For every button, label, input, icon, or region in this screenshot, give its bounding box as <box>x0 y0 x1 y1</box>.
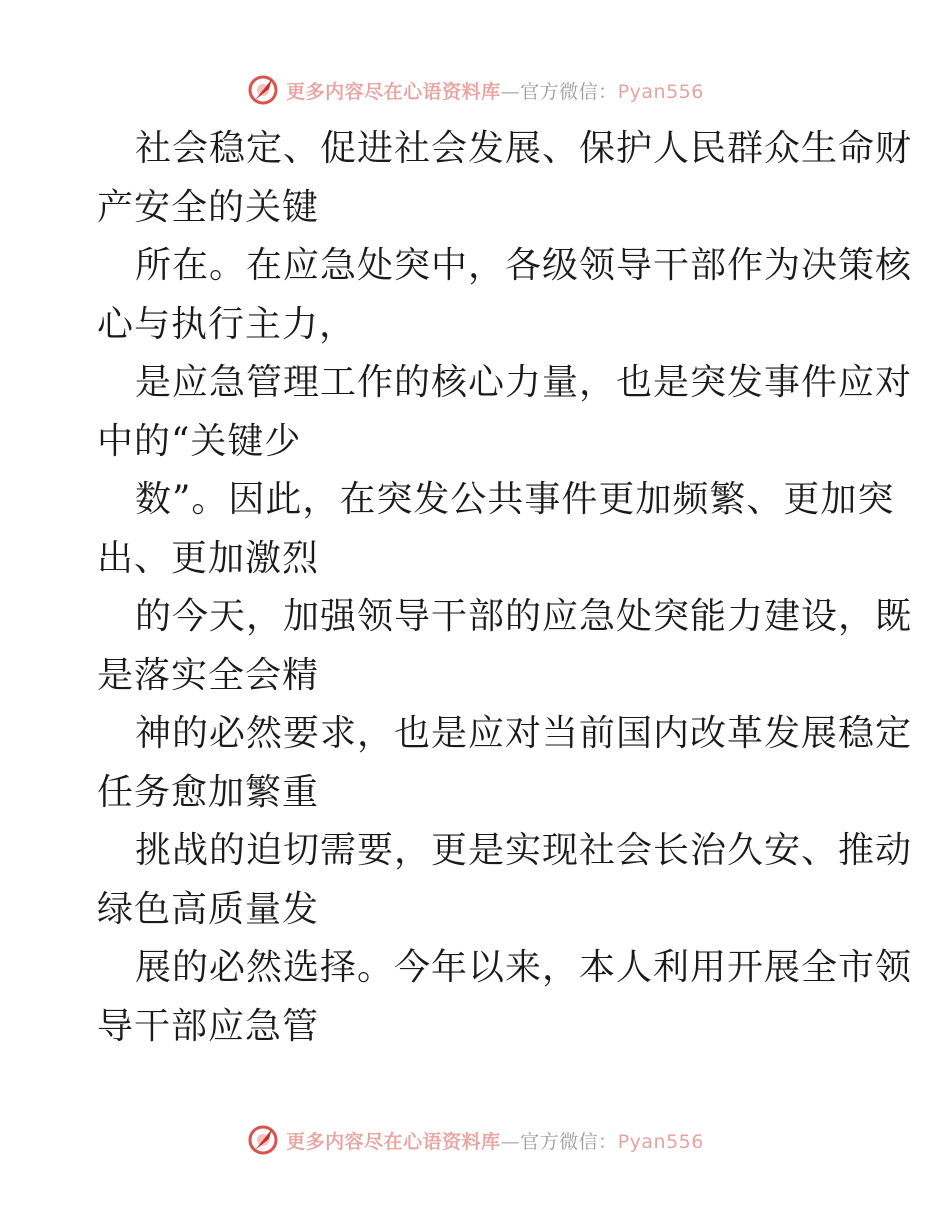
text-line: 数”。因此，在突发公共事件更加频繁、更加突 <box>135 479 895 520</box>
banner-dash: — <box>500 80 521 103</box>
text-line: 挑战的迫切需要，更是实现社会长治久安、推动 <box>135 830 913 871</box>
footer-banner <box>0 1120 950 1160</box>
footer-dash: — <box>500 1130 521 1153</box>
document-body <box>97 120 913 1056</box>
banner-wechat-label: 官方微信： <box>520 80 618 103</box>
footer-wechat-label: 官方微信： <box>520 1130 618 1153</box>
text-line: 的今天，加强领导干部的应急处突能力建设，既 <box>135 596 913 637</box>
text-line: 导干部应急管 <box>97 1005 320 1047</box>
footer-brand: 更多内容尽在心语资料库 <box>286 1130 501 1153</box>
text-line: 任务愈加繁重 <box>97 771 320 813</box>
text-line: 神的必然要求，也是应对当前国内改革发展稳定 <box>135 713 913 754</box>
text-line: 心与执行主力， <box>97 303 357 345</box>
text-line: 出、更加激烈 <box>97 537 320 579</box>
text-line: 产安全的关键 <box>97 186 320 228</box>
text-line: 中的“关键少 <box>97 420 302 462</box>
footer-wechat-id: Pyan556 <box>617 1130 704 1153</box>
header-banner <box>0 70 950 110</box>
banner-brand: 更多内容尽在心语资料库 <box>286 80 501 103</box>
text-line: 是落实全会精 <box>97 654 320 696</box>
text-line: 社会稳定、促进社会发展、保护人民群众生命财 <box>135 128 913 169</box>
quill-logo-icon <box>246 73 280 107</box>
text-line: 是应急管理工作的核心力量，也是突发事件应对 <box>135 362 913 403</box>
quill-logo-icon <box>246 1123 280 1157</box>
text-line: 展的必然选择。今年以来，本人利用开展全市领 <box>135 947 913 988</box>
banner-wechat-id: Pyan556 <box>617 80 704 103</box>
text-line: 所在。在应急处突中，各级领导干部作为决策核 <box>135 245 913 286</box>
text-line: 绿色高质量发 <box>97 888 320 930</box>
